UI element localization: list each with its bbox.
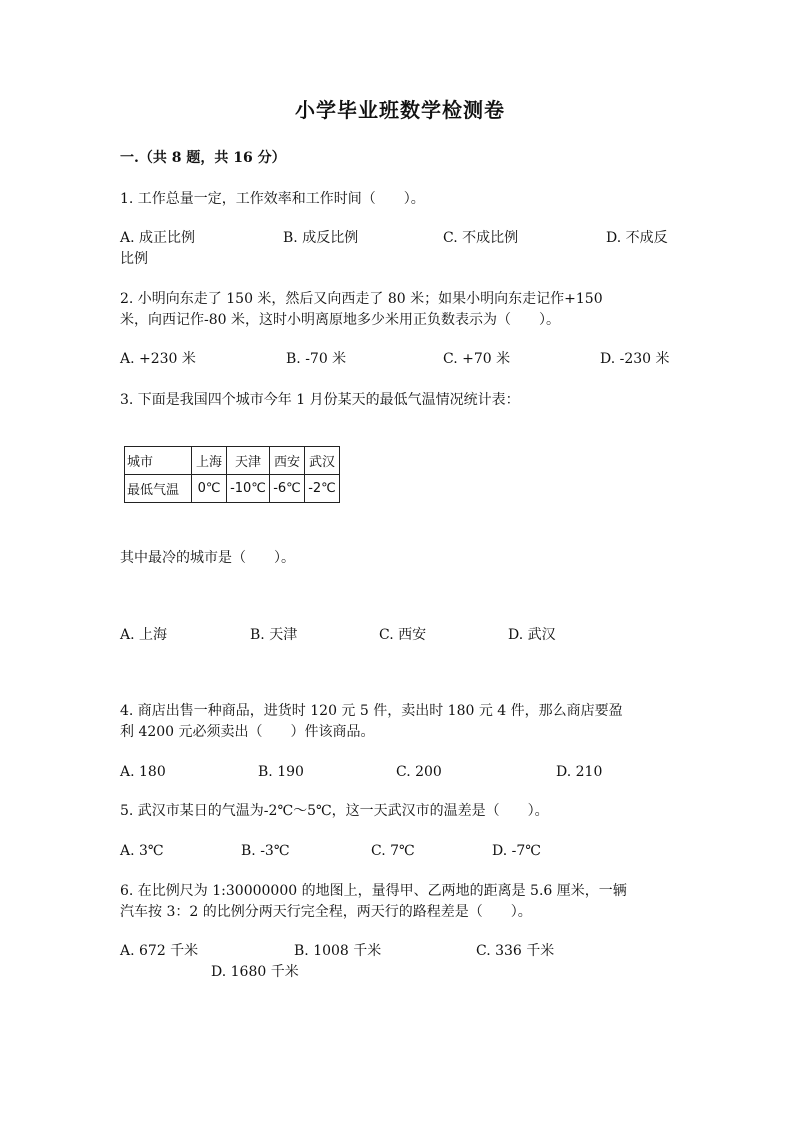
question-6-line-1: 6. 在比例尺为 1:30000000 的地图上，量得甲、乙两地的距离是 5.6 厘米，一辆	[120, 883, 627, 899]
q1-option-d[interactable]: D. 不成反	[606, 230, 668, 246]
q2-option-c[interactable]: C. +70 米	[443, 351, 511, 367]
page-title: 小学毕业班数学检测卷	[295, 98, 505, 122]
section-heading: 一.（共 8 题，共 16 分）	[120, 150, 286, 166]
question-6-line-2: 汽车按 3：2 的比例分两天行完全程，两天行的路程差是（ ）。	[120, 904, 532, 920]
q5-option-a[interactable]: A. 3℃	[120, 843, 164, 859]
table-cell: 最低气温	[125, 475, 192, 503]
table-row	[125, 475, 340, 503]
q6-option-a[interactable]: A. 672 千米	[120, 943, 199, 959]
question-5-text: 5. 武汉市某日的气温为-2℃～5℃，这一天武汉市的温差是（ ）。	[120, 803, 549, 819]
table-cell: 0℃	[192, 475, 227, 503]
q4-option-a[interactable]: A. 180	[120, 764, 166, 780]
table-cell: -10℃	[227, 475, 270, 503]
table-cell: -6℃	[270, 475, 305, 503]
question-4-line-2: 利 4200 元必须卖出（ ）件该商品。	[120, 724, 375, 740]
q2-option-a[interactable]: A. +230 米	[120, 351, 196, 367]
temperature-table	[124, 446, 340, 503]
q2-option-b[interactable]: B. -70 米	[286, 351, 347, 367]
question-4-line-1: 4. 商店出售一种商品，进货时 120 元 5 件，卖出时 180 元 4 件，那么商店要盈	[120, 703, 623, 719]
table-cell: 城市	[125, 447, 192, 475]
question-1-text: 1. 工作总量一定，工作效率和工作时间（ ）。	[120, 191, 425, 207]
q1-option-c[interactable]: C. 不成比例	[443, 230, 519, 246]
q5-option-d[interactable]: D. -7℃	[492, 843, 541, 859]
q3-option-d[interactable]: D. 武汉	[508, 627, 556, 643]
table-cell: 西安	[270, 447, 305, 475]
question-2-line-2: 米，向西记作-80 米，这时小明离原地多少米用正负数表示为（ ）。	[120, 312, 560, 328]
q3-option-a[interactable]: A. 上海	[120, 627, 168, 643]
q5-option-c[interactable]: C. 7℃	[371, 843, 415, 859]
q4-option-c[interactable]: C. 200	[396, 764, 442, 780]
q5-option-b[interactable]: B. -3℃	[241, 843, 290, 859]
q4-option-b[interactable]: B. 190	[258, 764, 304, 780]
q3-option-c[interactable]: C. 西安	[379, 627, 427, 643]
table-cell: 武汉	[305, 447, 340, 475]
question-2-line-1: 2. 小明向东走了 150 米，然后又向西走了 80 米；如果小明向东走记作+150	[120, 291, 603, 307]
q2-option-d[interactable]: D. -230 米	[600, 351, 670, 367]
q1-option-a[interactable]: A. 成正比例	[120, 230, 196, 246]
table-cell: -2℃	[305, 475, 340, 503]
question-3-prompt: 其中最冷的城市是（ ）。	[120, 550, 295, 566]
q1-option-b[interactable]: B. 成反比例	[283, 230, 359, 246]
table-header-row	[125, 447, 340, 475]
q6-option-c[interactable]: C. 336 千米	[476, 943, 555, 959]
table-cell: 天津	[227, 447, 270, 475]
question-3-text: 3. 下面是我国四个城市今年 1 月份某天的最低气温情况统计表：	[120, 392, 520, 408]
q3-option-b[interactable]: B. 天津	[250, 627, 298, 643]
table-cell: 上海	[192, 447, 227, 475]
q4-option-d[interactable]: D. 210	[556, 764, 603, 780]
q6-option-b[interactable]: B. 1008 千米	[294, 943, 382, 959]
q1-option-d-wrap: 比例	[120, 251, 148, 267]
q6-option-d[interactable]: D. 1680 千米	[211, 964, 299, 980]
